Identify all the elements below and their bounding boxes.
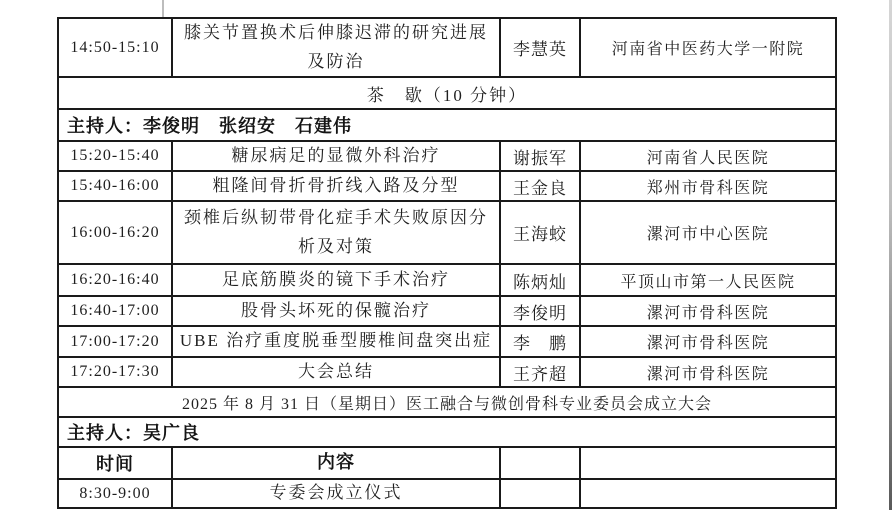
empty-header-cell <box>581 448 835 478</box>
time-cell: 17:20-17:30 <box>59 358 173 386</box>
speaker-cell: 李俊明 <box>501 297 581 325</box>
empty-header-cell <box>501 448 581 478</box>
topic-cell: 大会总结 <box>173 358 501 386</box>
content-column-header: 内容 <box>173 448 501 478</box>
time-cell: 16:20-16:40 <box>59 265 173 295</box>
session-row <box>59 480 835 507</box>
time-cell: 15:40-16:00 <box>59 172 173 200</box>
time-cell: 15:20-15:40 <box>59 142 173 170</box>
time-cell: 16:40-17:00 <box>59 297 173 325</box>
time-cell: 14:50-15:10 <box>59 19 173 76</box>
table-header-row <box>59 448 835 480</box>
hospital-cell: 郑州市骨科医院 <box>646 179 770 197</box>
speaker-cell: 陈炳灿 <box>501 265 581 295</box>
session-row <box>59 172 835 202</box>
topic-cell: 糖尿病足的显微外科治疗 <box>173 142 501 170</box>
speaker-cell: 谢振军 <box>501 142 581 170</box>
session-row <box>59 327 835 358</box>
speaker-cell: 李慧英 <box>501 19 581 76</box>
time-cell: 8:30-9:00 <box>59 480 173 507</box>
topic-cell: 股骨头坏死的保髋治疗 <box>173 297 501 325</box>
topic-cell: 足底筋膜炎的镜下手术治疗 <box>173 265 501 295</box>
topic-cell: 粗隆间骨折骨折线入路及分型 <box>173 172 501 200</box>
conference-schedule-table <box>57 17 837 509</box>
chair-row <box>59 110 835 142</box>
chair-label: 主持人：吴广良 <box>67 423 200 443</box>
hospital-cell <box>581 480 835 507</box>
topic-cell: 专委会成立仪式 <box>173 480 501 507</box>
chair-label: 主持人：李俊明 张绍安 石建伟 <box>67 116 352 136</box>
page-break-line-stub <box>162 0 164 17</box>
session-row <box>59 19 835 78</box>
hospital-cell: 漯河市骨科医院 <box>646 304 770 322</box>
speaker-cell: 李 鹏 <box>501 327 581 356</box>
speaker-cell: 王齐超 <box>501 358 581 386</box>
date-banner-row <box>59 388 835 418</box>
speaker-cell: 王海蛟 <box>501 202 581 263</box>
topic-cell: 颈椎后纵韧带骨化症手术失败原因分析及对策 <box>173 202 501 263</box>
session-row <box>59 265 835 297</box>
hospital-cell: 河南省中医药大学一附院 <box>611 41 805 58</box>
hospital-cell: 漯河市骨科医院 <box>646 335 770 352</box>
speaker-cell <box>501 480 581 507</box>
time-column-header: 时间 <box>59 448 173 478</box>
hospital-cell: 漯河市中心医院 <box>646 226 770 243</box>
chair-row <box>59 418 835 448</box>
topic-cell: 膝关节置换术后伸膝迟滞的研究进展及防治 <box>173 19 501 76</box>
speaker-cell: 王金良 <box>501 172 581 200</box>
hospital-cell: 河南省人民医院 <box>646 149 770 167</box>
time-cell: 17:00-17:20 <box>59 327 173 356</box>
session-row <box>59 202 835 265</box>
topic-cell: UBE 治疗重度脱垂型腰椎间盘突出症 <box>173 327 501 356</box>
tea-break-row <box>59 78 835 110</box>
session-row <box>59 142 835 172</box>
session-row <box>59 358 835 388</box>
date-banner-label: 2025 年 8 月 31 日（星期日）医工融合与微创骨科专业委员会成立大会 <box>181 395 712 413</box>
session-row <box>59 297 835 327</box>
hospital-cell: 漯河市骨科医院 <box>646 365 770 383</box>
tea-break-label: 茶 歇（10 分钟） <box>366 85 528 105</box>
hospital-cell: 平顶山市第一人民医院 <box>620 273 796 291</box>
time-cell: 16:00-16:20 <box>59 202 173 263</box>
